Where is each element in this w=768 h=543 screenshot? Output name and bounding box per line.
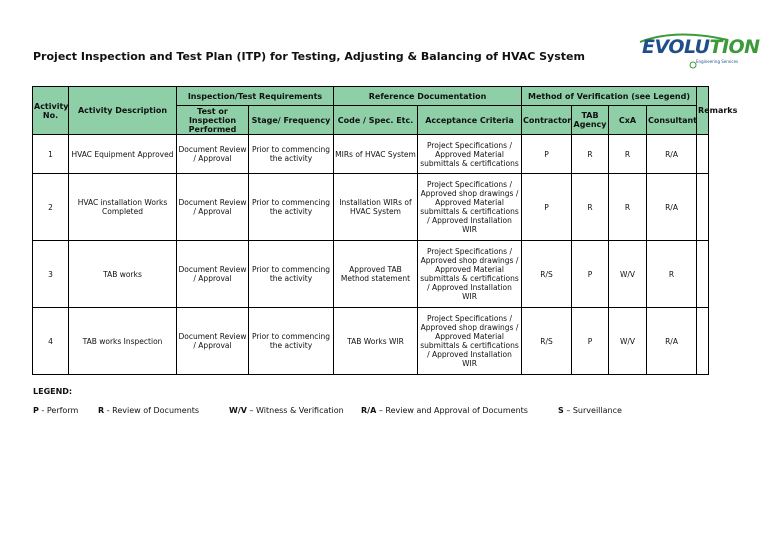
cell-stage-frequency: Prior to commencing the activity xyxy=(249,135,334,174)
legend-text: – Surveillance xyxy=(566,406,622,415)
legend-item xyxy=(361,406,528,415)
legend-title: LEGEND: xyxy=(33,387,73,396)
cell-activity-no: 1 xyxy=(33,135,69,174)
cell-remarks xyxy=(697,308,709,375)
legend-text: – Review and Approval of Documents xyxy=(378,406,528,415)
cell-remarks xyxy=(697,241,709,308)
cell-cxa: W/V xyxy=(609,241,647,308)
header-code-spec: Code / Spec. Etc. xyxy=(334,106,418,135)
logo-word-part-a: EVOLU xyxy=(642,36,710,58)
cell-tab-agency: R xyxy=(572,174,609,241)
cell-stage-frequency: Prior to commencing the activity xyxy=(249,174,334,241)
cell-code-spec: TAB Works WIR xyxy=(334,308,418,375)
logo-subtitle: Engineering Services xyxy=(696,59,739,64)
company-logo xyxy=(636,34,760,74)
cell-contractor: P xyxy=(522,135,572,174)
cell-activity-description: TAB works xyxy=(69,241,177,308)
cell-activity-description: HVAC installation Works Completed xyxy=(69,174,177,241)
cell-consultant: R/A xyxy=(647,135,697,174)
header-inspection-group: Inspection/Test Requirements xyxy=(177,87,334,106)
cell-stage-frequency: Prior to commencing the activity xyxy=(249,241,334,308)
cell-contractor: R/S xyxy=(522,308,572,375)
cell-activity-description: TAB works Inspection xyxy=(69,308,177,375)
header-reference-group: Reference Documentation xyxy=(334,87,522,106)
header-tab-agency: TAB Agency xyxy=(572,106,609,135)
table-row xyxy=(33,241,709,308)
cell-acceptance-criteria: Project Specifications / Approved Material submittals & certifications xyxy=(418,135,522,174)
cell-acceptance-criteria: Project Specifications / Approved shop drawings / Approved Material submittals & certifications / Approved Installation WIR xyxy=(418,308,522,375)
cell-tab-agency: P xyxy=(572,308,609,375)
cell-activity-no: 4 xyxy=(33,308,69,375)
header-test-performed: Test or Inspection Performed xyxy=(177,106,249,135)
cell-code-spec: Installation WIRs of HVAC System xyxy=(334,174,418,241)
cell-remarks xyxy=(697,135,709,174)
cell-cxa: W/V xyxy=(609,308,647,375)
logo-wordmark xyxy=(642,36,760,58)
itp-table xyxy=(32,86,738,375)
cell-acceptance-criteria: Project Specifications / Approved shop drawings / Approved Material submittals & certifications / Approved Installation WIR xyxy=(418,241,522,308)
cell-test-performed: Document Review / Approval xyxy=(177,308,249,375)
legend-item xyxy=(229,406,344,415)
cell-activity-description: HVAC Equipment Approved xyxy=(69,135,177,174)
header-consultant: Consultant xyxy=(647,106,697,135)
legend-text: - Perform xyxy=(41,406,79,415)
cell-contractor: R/S xyxy=(522,241,572,308)
cell-consultant: R/A xyxy=(647,308,697,375)
cell-remarks xyxy=(697,174,709,241)
cell-cxa: R xyxy=(609,174,647,241)
cell-acceptance-criteria: Project Specifications / Approved shop drawings / Approved Material submittals & certifications / Approved Installation WIR xyxy=(418,174,522,241)
header-contractor: Contractor xyxy=(522,106,572,135)
cell-code-spec: Approved TAB Method statement xyxy=(334,241,418,308)
cell-code-spec: MIRs of HVAC System xyxy=(334,135,418,174)
cell-test-performed: Document Review / Approval xyxy=(177,174,249,241)
legend-item xyxy=(33,406,78,415)
header-stage-frequency: Stage/ Frequency xyxy=(249,106,334,135)
legend-code: R/A xyxy=(361,406,377,415)
cell-consultant: R xyxy=(647,241,697,308)
header-acceptance-criteria: Acceptance Criteria xyxy=(418,106,522,135)
cell-contractor: P xyxy=(522,174,572,241)
legend-code: R xyxy=(98,406,105,415)
header-activity-no: Activity No. xyxy=(33,87,69,135)
cell-test-performed: Document Review / Approval xyxy=(177,135,249,174)
table-row xyxy=(33,135,709,174)
header-method-group: Method of Verification (see Legend) xyxy=(522,87,697,106)
cell-tab-agency: P xyxy=(572,241,609,308)
cell-test-performed: Document Review / Approval xyxy=(177,241,249,308)
table-row xyxy=(33,308,709,375)
legend-text: – Witness & Verification xyxy=(249,406,344,415)
cell-activity-no: 2 xyxy=(33,174,69,241)
legend-item xyxy=(558,406,622,415)
legend-item xyxy=(98,406,199,415)
cell-tab-agency: R xyxy=(572,135,609,174)
legend-code: S xyxy=(558,406,564,415)
logo-word-part-b: TION xyxy=(709,36,760,58)
cell-activity-no: 3 xyxy=(33,241,69,308)
legend-code: P xyxy=(33,406,39,415)
header-activity-description: Activity Description xyxy=(69,87,177,135)
table-row xyxy=(33,174,709,241)
cell-cxa: R xyxy=(609,135,647,174)
legend-text: - Review of Documents xyxy=(106,406,200,415)
header-remarks: Remarks xyxy=(697,87,709,135)
legend-code: W/V xyxy=(229,406,247,415)
document-title: Project Inspection and Test Plan (ITP) for Testing, Adjusting & Balancing of HVAC System xyxy=(33,50,585,63)
cell-consultant: R/A xyxy=(647,174,697,241)
cell-stage-frequency: Prior to commencing the activity xyxy=(249,308,334,375)
header-cxa: CxA xyxy=(609,106,647,135)
